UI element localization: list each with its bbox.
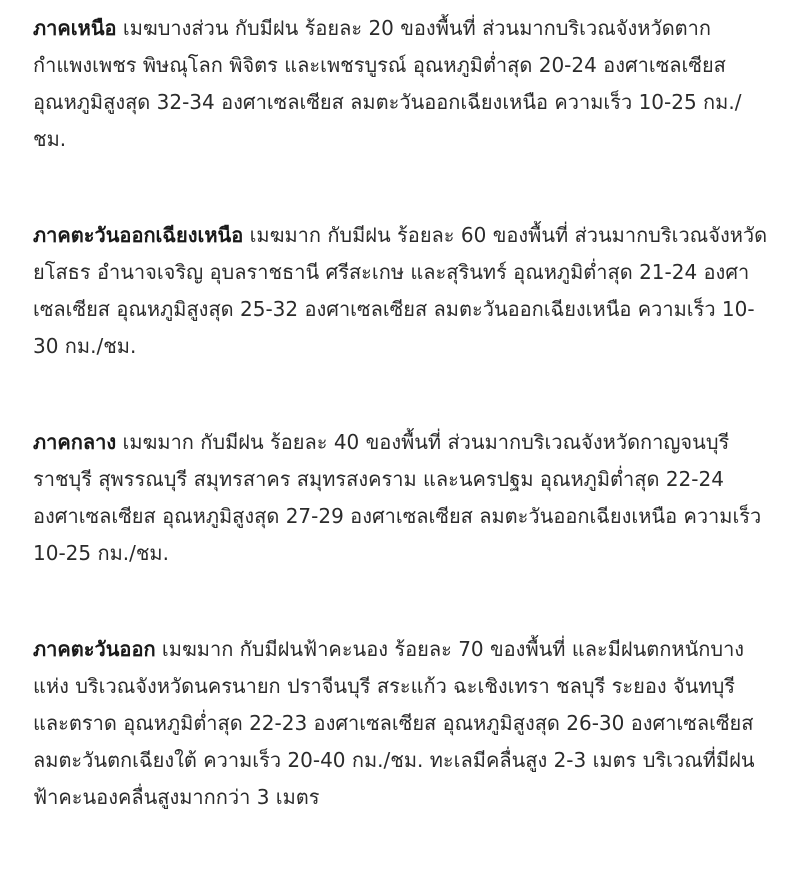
region-forecast-east: [33, 631, 773, 816]
region-name: ภาคตะวันออกเฉียงเหนือ: [33, 223, 244, 247]
region-name: ภาคเหนือ: [33, 16, 117, 40]
region-forecast-text: เมฆมาก กับมีฝน ร้อยละ 40 ของพื้นที่ ส่วนมากบริเวณจังหวัดกาญจนบุรี ราชบุรี สุพรรณบุรี สมุทรสาคร สมุทรสงคราม และนครปฐม อุณหภูมิต่ำสุด 22-24 องศาเซลเซียส อุณหภูมิสูงสุด 27-29 องศาเซลเซียส ลมตะวันออกเฉียงเหนือ ความเร็ว 10-25 กม./ชม.: [33, 430, 762, 565]
region-forecast-text: เมฆมาก กับมีฝน ร้อยละ 60 ของพื้นที่ ส่วนมากบริเวณจังหวัดยโสธร อำนาจเจริญ อุบลราชธานี ศรีสะเกษ และสุรินทร์ อุณหภูมิต่ำสุด 21-24 องศาเซลเซียส อุณหภูมิสูงสุด 25-32 องศาเซลเซียส ลมตะวันออกเฉียงเหนือ ความเร็ว 10-30 กม./ชม.: [33, 223, 768, 358]
region-name: ภาคกลาง: [33, 430, 117, 454]
region-forecast-text: เมฆมาก กับมีฝนฟ้าคะนอง ร้อยละ 70 ของพื้นที่ และมีฝนตกหนักบางแห่ง บริเวณจังหวัดนครนายก ปราจีนบุรี สระแก้ว ฉะเชิงเทรา ชลบุรี ระยอง จันทบุรี และตราด อุณหภูมิต่ำสุด 22-23 องศาเซลเซียส อุณหภูมิสูงสุด 26-30 องศาเซลเซียส ลมตะวันตกเฉียงใต้ ความเร็ว 20-40 กม./ชม. ทะเลมีคลื่นสูง 2-3 เมตร บริเวณที่มีฝนฟ้าคะนองคลื่นสูงมากกว่า 3 เมตร: [33, 637, 755, 809]
region-name: ภาคตะวันออก: [33, 637, 156, 661]
region-forecast-text: เมฆบางส่วน กับมีฝน ร้อยละ 20 ของพื้นที่ ส่วนมากบริเวณจังหวัดตาก กำแพงเพชร พิษณุโลก พิจิตร และเพชรบูรณ์ อุณหภูมิต่ำสุด 20-24 องศาเซลเซียส อุณหภูมิสูงสุด 32-34 องศาเซลเซียส ลมตะวันออกเฉียงเหนือ ความเร็ว 10-25 กม./ชม.: [33, 16, 742, 151]
region-forecast-central: [33, 424, 773, 572]
weather-forecast-article: [33, 10, 773, 816]
region-forecast-northeast: [33, 217, 773, 365]
region-forecast-north: [33, 10, 773, 158]
